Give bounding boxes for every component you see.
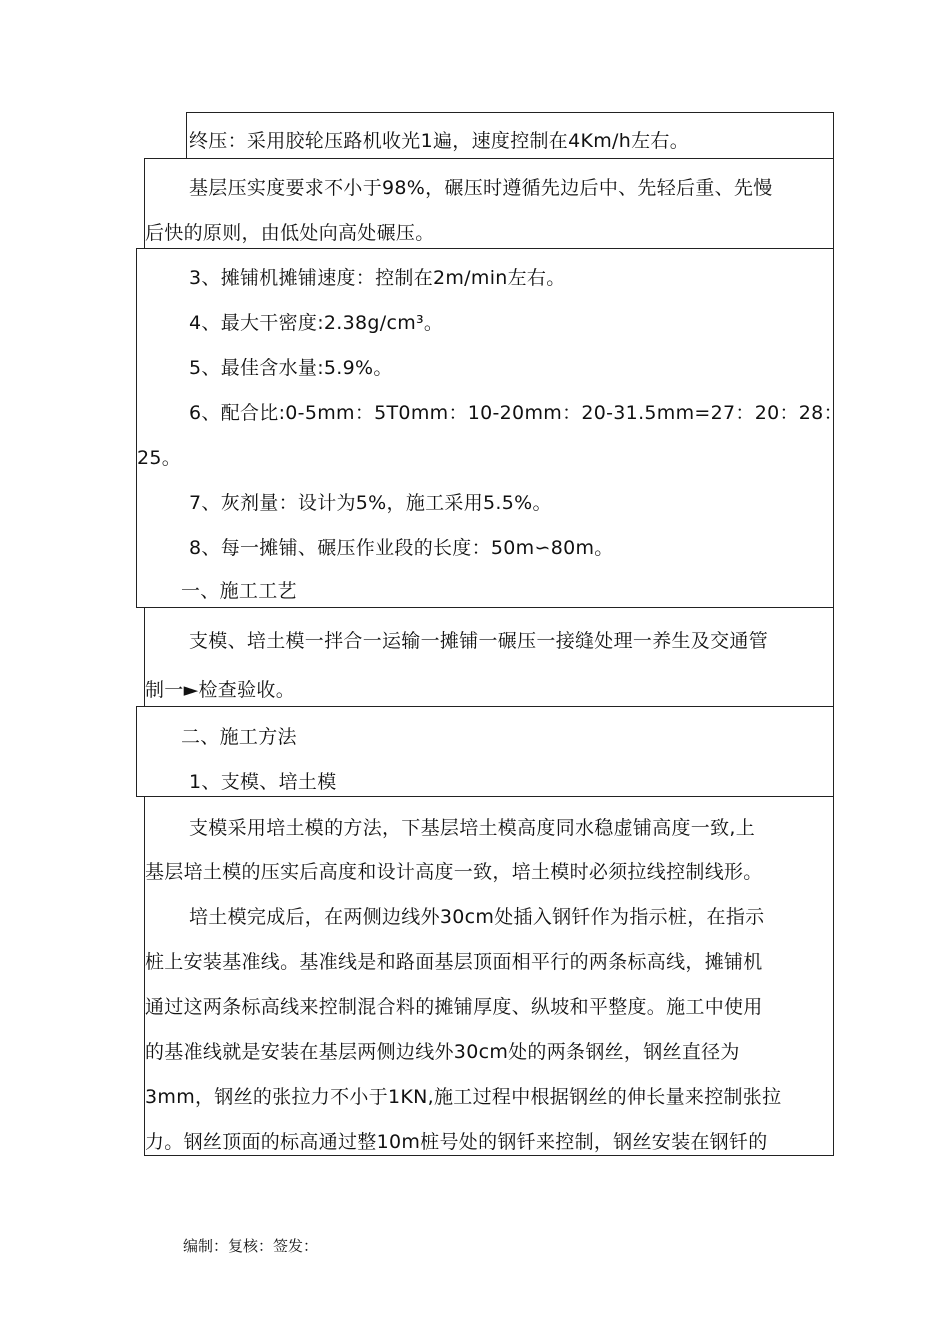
text-line: 基层培土模的压实后高度和设计高度一致，培土模时必须拉线控制线形。 (145, 861, 763, 883)
text-line: 通过这两条标高线来控制混合料的摊铺厚度、纵坡和平整度。施工中使用 (145, 996, 763, 1018)
block-compaction-requirement (144, 158, 834, 249)
text-line: 6、配合比:0-5mm：5T0mm：10-20mm：20-31.5mm=27：20：28： (189, 402, 843, 424)
text-line: 7、灰剂量：设计为5%，施工采用5.5%。 (189, 492, 552, 514)
text-line: 3mm，钢丝的张拉力不小于1KN,施工过程中根据钢丝的伸长量来控制张拉 (145, 1086, 782, 1108)
text-line: 基层压实度要求不小于98%，碾压时遵循先边后中、先轻后重、先慢 (189, 177, 773, 199)
block-final-compaction (186, 112, 834, 159)
block-paving-parameters (136, 248, 843, 608)
text-line: 后快的原则，由低处向高处碾压。 (145, 222, 435, 244)
text-line: 4、最大干密度:2.38g/cm³。 (189, 312, 444, 334)
text-line: 支模、培土模一拌合一运输一摊铺一碾压一接缝处理一养生及交通管 (189, 630, 769, 652)
text-line: 力。钢丝顶面的标高通过整10m桩号处的钢钎来控制，钢丝安装在钢钎的 (145, 1131, 768, 1153)
block-construction-method (136, 706, 834, 797)
section-heading: 二、施工方法 (181, 726, 297, 748)
section-heading: 一、施工工艺 (181, 580, 297, 602)
text-line: 桩上安装基准线。基准线是和路面基层顶面相平行的两条标高线，摊铺机 (145, 951, 763, 973)
signature-footer: 编制：复核：签发： (183, 1237, 319, 1255)
block-process-flow (144, 607, 834, 707)
text-line: 5、最佳含水量:5.9%。 (189, 357, 393, 379)
text-line: 支模采用培土模的方法，下基层培土模高度同水稳虚铺高度一致,上 (189, 817, 756, 839)
block-formwork-description (144, 796, 834, 1156)
text-line: 8、每一摊铺、碾压作业段的长度：50m∽80m。 (189, 537, 614, 559)
text-line: 3、摊铺机摊铺速度：控制在2m/min左右。 (189, 267, 566, 289)
text-line: 25。 (137, 447, 182, 469)
text-line: 终压：采用胶轮压路机收光1遍，速度控制在4Km/h左右。 (189, 130, 689, 152)
text-line: 的基准线就是安装在基层两侧边线外30cm处的两条钢丝，钢丝直径为 (145, 1041, 740, 1063)
text-line: 1、支模、培土模 (189, 771, 337, 793)
text-line: 培土模完成后，在两侧边线外30cm处插入钢钎作为指示桩，在指示 (189, 906, 765, 928)
text-line: 制一►检查验收。 (145, 679, 296, 701)
